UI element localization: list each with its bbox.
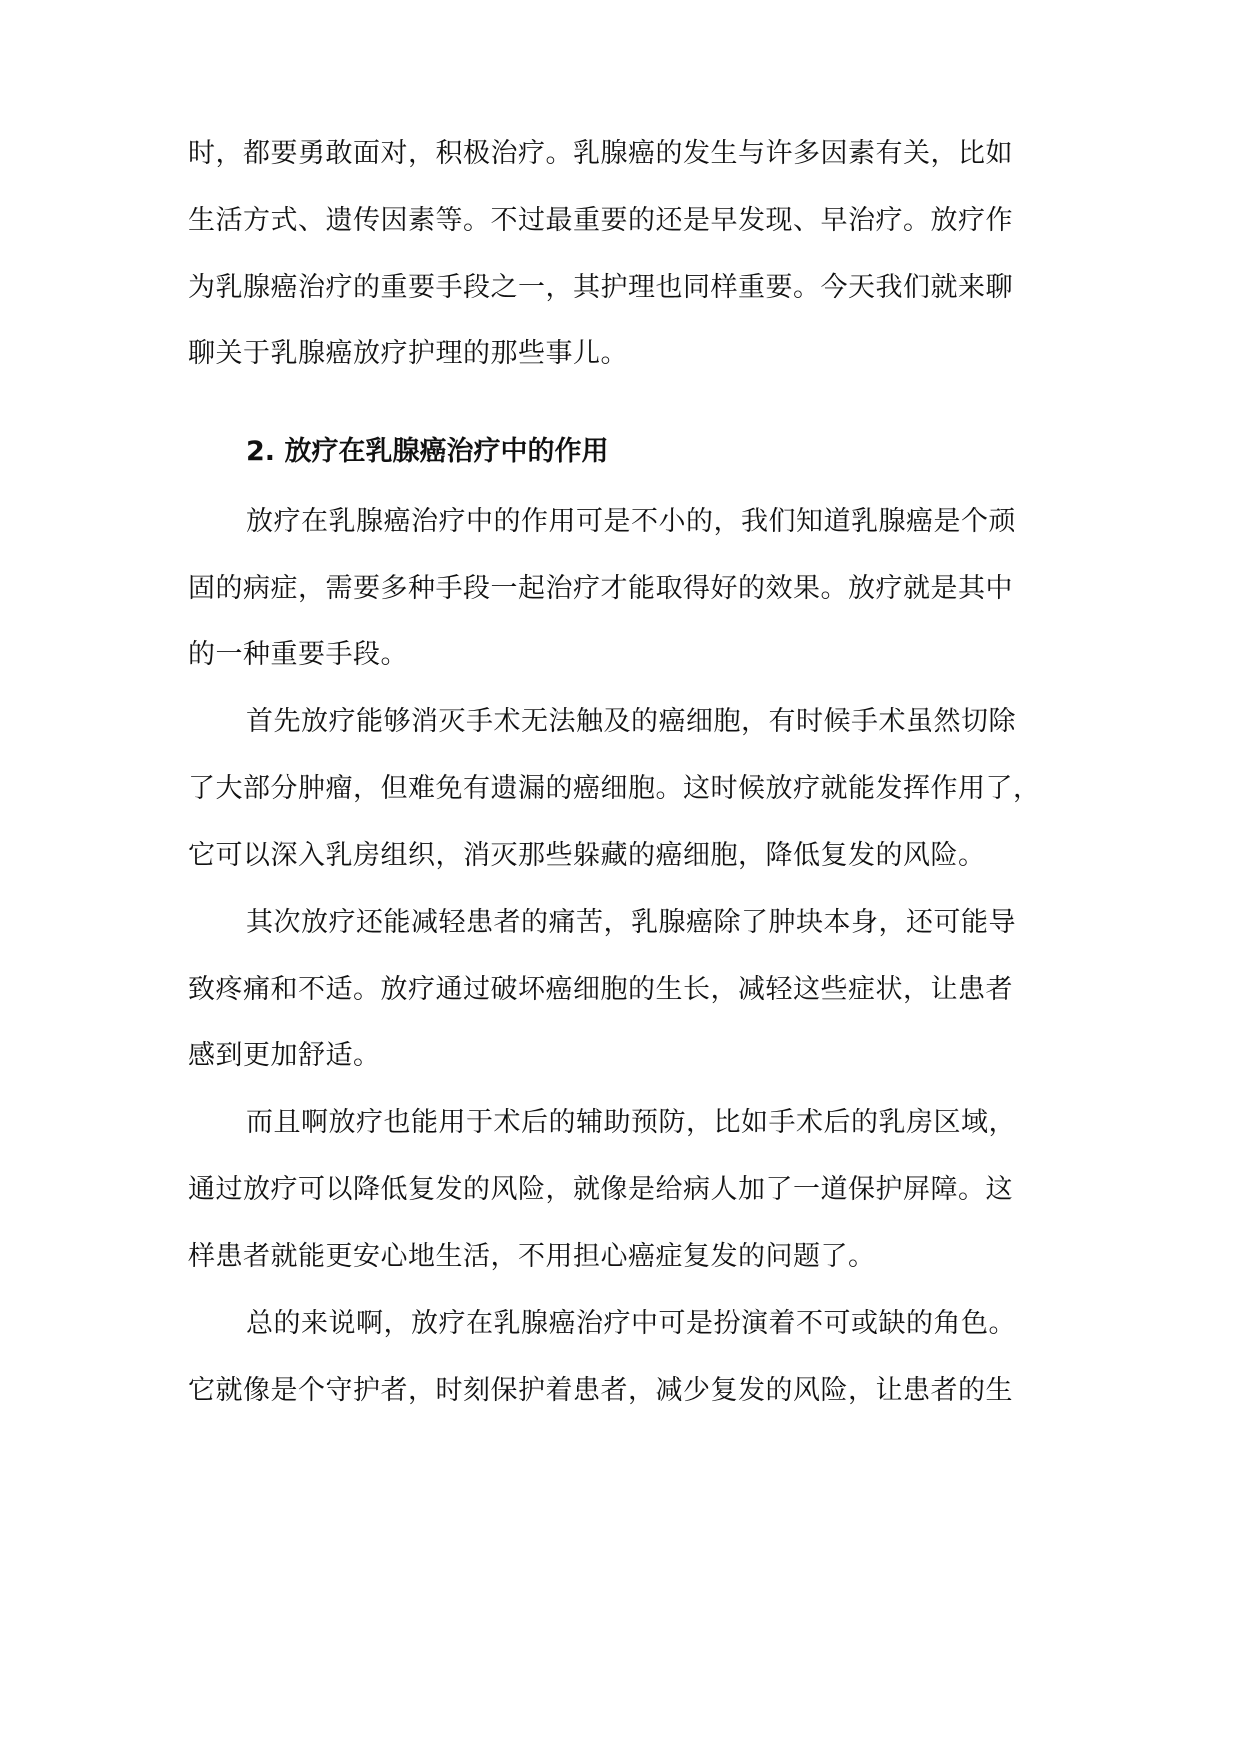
paragraph-line: 总的来说啊，放疗在乳腺癌治疗中可是扮演着不可或缺的角色。 <box>246 1308 1016 1339</box>
paragraph-line: 放疗在乳腺癌治疗中的作用可是不小的，我们知道乳腺癌是个顽 <box>246 506 1016 537</box>
paragraph-line: 而且啊放疗也能用于术后的辅助预防，比如手术后的乳房区域， <box>246 1107 1016 1138</box>
paragraph-line: 时，都要勇敢面对，积极治疗。乳腺癌的发生与许多因素有关，比如 <box>188 138 1013 169</box>
paragraph-line: 生活方式、遗传因素等。不过最重要的还是早发现、早治疗。放疗作 <box>188 205 1013 236</box>
paragraph-line: 致疼痛和不适。放疗通过破坏癌细胞的生长，减轻这些症状，让患者 <box>188 974 1013 1005</box>
paragraph-line: 首先放疗能够消灭手术无法触及的癌细胞，有时候手术虽然切除 <box>246 706 1016 737</box>
paragraph-line: 通过放疗可以降低复发的风险，就像是给病人加了一道保护屏障。这 <box>188 1174 1013 1205</box>
paragraph-line: 为乳腺癌治疗的重要手段之一，其护理也同样重要。今天我们就来聊 <box>188 272 1013 303</box>
paragraph-line: 的一种重要手段。 <box>188 639 408 670</box>
paragraph-line: 了大部分肿瘤，但难免有遗漏的癌细胞。这时候放疗就能发挥作用了， <box>188 773 1041 804</box>
paragraph-line: 聊关于乳腺癌放疗护理的那些事儿。 <box>188 338 628 369</box>
section-heading: 2. 放疗在乳腺癌治疗中的作用 <box>246 436 609 467</box>
paragraph-line: 固的病症，需要多种手段一起治疗才能取得好的效果。放疗就是其中 <box>188 573 1013 604</box>
paragraph-line: 它可以深入乳房组织，消灭那些躲藏的癌细胞，降低复发的风险。 <box>188 840 986 871</box>
paragraph-line: 其次放疗还能减轻患者的痛苦，乳腺癌除了肿块本身，还可能导 <box>246 907 1016 938</box>
paragraph-line: 感到更加舒适。 <box>188 1040 381 1071</box>
paragraph-line: 它就像是个守护者，时刻保护着患者，减少复发的风险，让患者的生 <box>188 1375 1013 1406</box>
paragraph-line: 样患者就能更安心地生活，不用担心癌症复发的问题了。 <box>188 1241 876 1272</box>
